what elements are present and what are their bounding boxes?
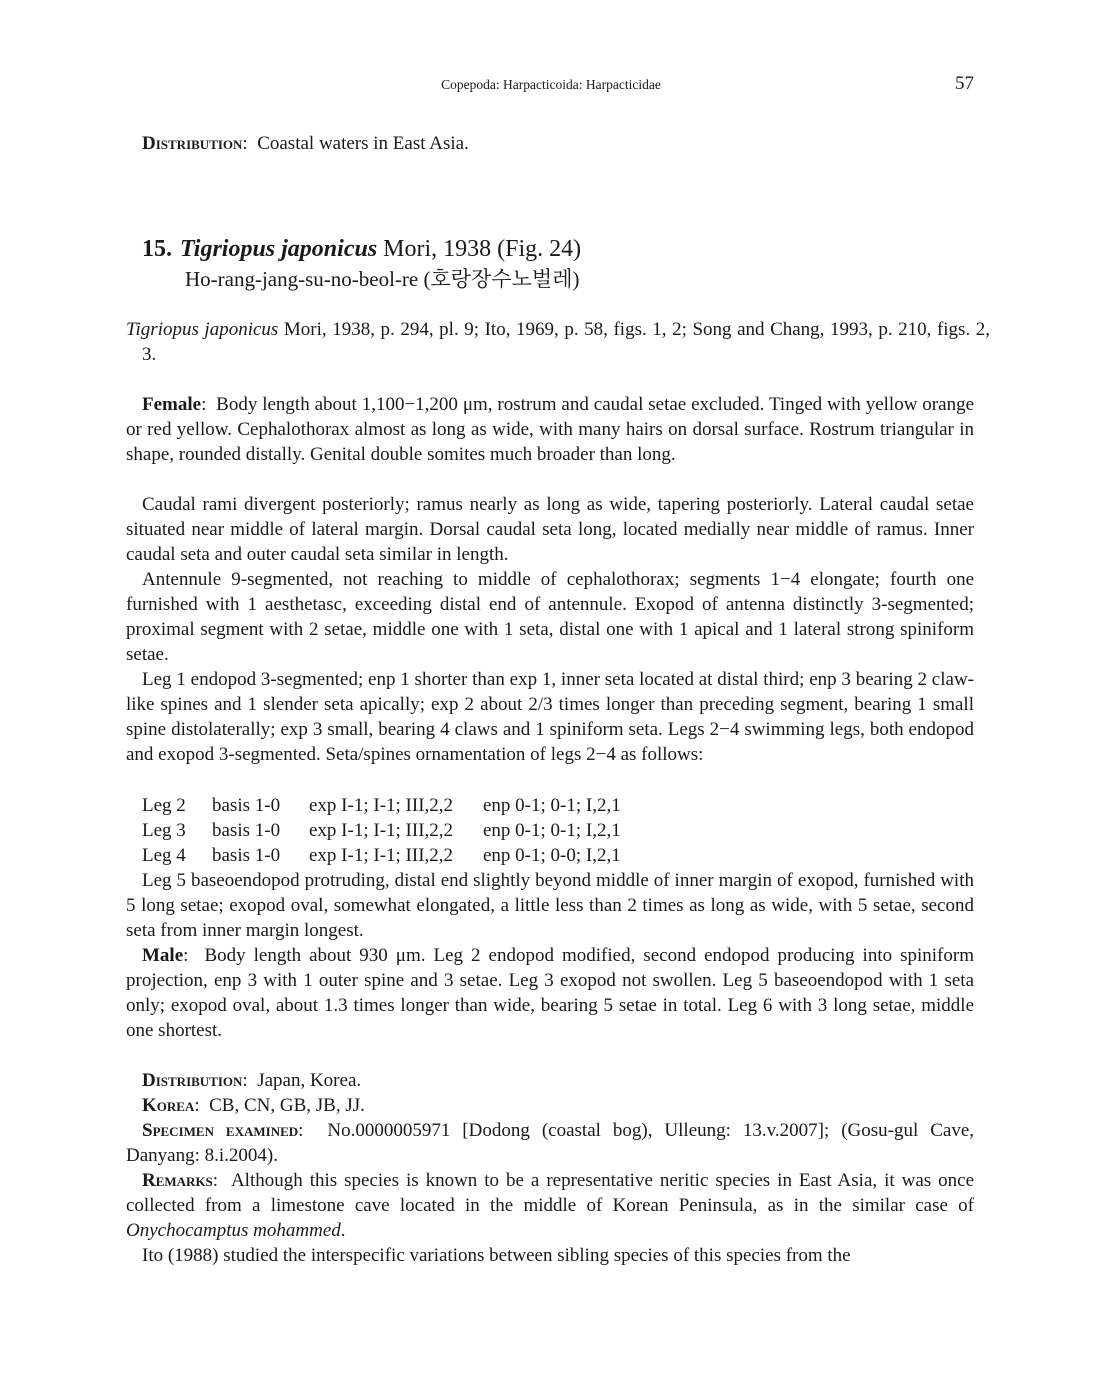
leg-ornamentation-table — [142, 793, 742, 868]
remarks-text: Although this species is known to be a representative neritic species in East Asia, it was once collected from a limestone cave located in the middle of Korean Peninsula, as in the similar case of — [126, 1170, 974, 1216]
species-author: Mori, 1938 (Fig. 24) — [383, 236, 582, 262]
exopod-cell: exp I-1; I-1; III,2,2 — [309, 845, 454, 866]
leg-cell: Leg 3 — [142, 820, 186, 841]
synonymy — [126, 317, 990, 367]
female-paragraph: Female: Body length about 1,100−1,200 μm, rostrum and caudal setae excluded. Tinged with yellow orange or red yellow. Cephalothorax almost as long as wide, with many hairs on dorsal surface. Rostrum triangular in shape, rounded distally. Genital double somites much broader than long. — [126, 394, 975, 465]
section-text: Japan, Korea. — [257, 1070, 362, 1091]
female-label: Female — [142, 394, 202, 415]
species-name: Tigriopus japonicus — [180, 236, 378, 262]
basis-cell: basis 1-0 — [212, 845, 281, 866]
top-distribution: Distribution: Coastal waters in East Asia. — [142, 133, 469, 154]
table-row — [142, 818, 742, 843]
caudal-paragraph: Caudal rami divergent posteriorly; ramus nearly as long as wide, tapering posteriorly. Lateral caudal setae situated near middle of lateral margin. Dorsal caudal seta long, located medially near middle of ramus. Inner caudal seta and outer caudal seta similar in length. — [126, 494, 974, 565]
remarks-taxon: Onychocamptus mohammed — [126, 1220, 341, 1241]
male-text: Body length about 930 μm. Leg 2 endopod modified, second endopod producing into spiniform projection, enp 3 with 1 outer spine and 3 setae. Leg 3 exopod not swollen. Leg 5 baseoendopod with 1 seta only; exopod oval, about 1.3 times longer than wide, bearing 5 setae in total. Leg 6 with 3 long setae, middle one shortest. — [126, 945, 974, 1041]
leg-cell: Leg 2 — [142, 795, 186, 816]
specimen-examined: Specimen examined: No.0000005971 [Dodong (coastal bog), Ulleung: 13.v.2007]; (Gosu-gul Cave, Danyang: 8.i.2004). — [126, 1120, 975, 1166]
endopod-cell: enp 0-1; 0-0; I,2,1 — [483, 845, 621, 866]
section-label: Distribution — [142, 133, 243, 154]
running-head: Copepoda: Harpacticoida: Harpacticidae — [441, 77, 661, 92]
last-paragraph: Ito (1988) studied the interspecific variations between sibling species of this species from the — [142, 1245, 851, 1266]
species-heading — [142, 234, 581, 264]
table-row — [142, 793, 742, 818]
antennule-paragraph: Antennule 9-segmented, not reaching to middle of cephalothorax; segments 1−4 elongate; fourth one furnished with 1 aesthetasc, exceeding distal end of antennule. Exopod of antenna distinctly 3-segmented; proximal segment with 2 setae, middle one with 1 seta, distal one with 1 apical and 1 lateral strong spiniform setae. — [126, 569, 974, 665]
korean-name: Ho-rang-jang-su-no-beol-re (호랑장수노벌레) — [185, 267, 580, 291]
endopod-cell: enp 0-1; 0-1; I,2,1 — [483, 820, 621, 841]
section-label: Distribution — [142, 1070, 243, 1091]
section-label: Remarks — [142, 1170, 213, 1191]
endopod-cell: enp 0-1; 0-1; I,2,1 — [483, 795, 621, 816]
distribution: Distribution: Japan, Korea. — [142, 1070, 362, 1091]
leg-cell: Leg 4 — [142, 845, 186, 866]
section-text: No.0000005971 [Dodong (coastal bog), Ulleung: 13.v.2007]; (Gosu-gul Cave, Danyang: 8.i.2004). — [126, 1120, 975, 1166]
section-text: Coastal waters in East Asia. — [257, 133, 469, 154]
section-text: CB, CN, GB, JB, JJ. — [209, 1095, 365, 1116]
exopod-cell: exp I-1; I-1; III,2,2 — [309, 795, 454, 816]
species-number: 15. — [142, 236, 172, 262]
page-number: 57 — [955, 73, 974, 94]
male-label: Male — [142, 945, 184, 966]
section-label: Korea — [142, 1095, 195, 1116]
leg5-paragraph: Leg 5 baseoendopod protruding, distal end slightly beyond middle of inner margin of exopod, furnished with 5 long setae; exopod oval, somewhat elongated, a little less than 2 times as long as wide, with 5 setae, second seta from inner margin longest. — [126, 870, 974, 941]
synonymy-taxon: Tigriopus japonicus — [126, 319, 279, 340]
synonymy-text: Mori, 1938, p. 294, pl. 9; Ito, 1969, p. 58, figs. 1, 2; Song and Chang, 1993, p. 210, figs. 2, 3. — [142, 319, 991, 365]
remarks: Remarks: Although this species is known to be a representative neritic species in East Asia, it was once collected from a limestone cave located in the middle of Korean Peninsula, as in the similar case of Onychocamptus mohammed. — [126, 1170, 974, 1241]
table-row — [142, 843, 742, 868]
korea-localities: Korea: CB, CN, GB, JB, JJ. — [142, 1095, 365, 1116]
basis-cell: basis 1-0 — [212, 820, 281, 841]
remarks-end: . — [340, 1220, 346, 1241]
male-paragraph: Male: Body length about 930 μm. Leg 2 endopod modified, second endopod producing into spiniform projection, enp 3 with 1 outer spine and 3 setae. Leg 3 exopod not swollen. Leg 5 baseoendopod with 1 seta only; exopod oval, about 1.3 times longer than wide, bearing 5 setae in total. Leg 6 with 3 long setae, middle one shortest. — [126, 945, 974, 1041]
leg1-paragraph: Leg 1 endopod 3-segmented; enp 1 shorter than exp 1, inner seta located at distal third; enp 3 bearing 2 claw-like spines and 1 slender seta apically; exp 2 about 2/3 times longer than preceding segment, bearing 1 small spine distolaterally; exp 3 small, bearing 4 claws and 1 spiniform seta. Legs 2−4 swimming legs, both endopod and exopod 3-segmented. Seta/spines ornamentation of legs 2−4 as follows: — [126, 669, 974, 765]
female-text: Body length about 1,100−1,200 μm, rostrum and caudal setae excluded. Tinged with yellow orange or red yellow. Cephalothorax almost as long as wide, with many hairs on dorsal surface. Rostrum triangular in shape, rounded distally. Genital double somites much broader than long. — [126, 394, 975, 465]
basis-cell: basis 1-0 — [212, 795, 281, 816]
section-label: Specimen examined — [142, 1120, 299, 1141]
exopod-cell: exp I-1; I-1; III,2,2 — [309, 820, 454, 841]
